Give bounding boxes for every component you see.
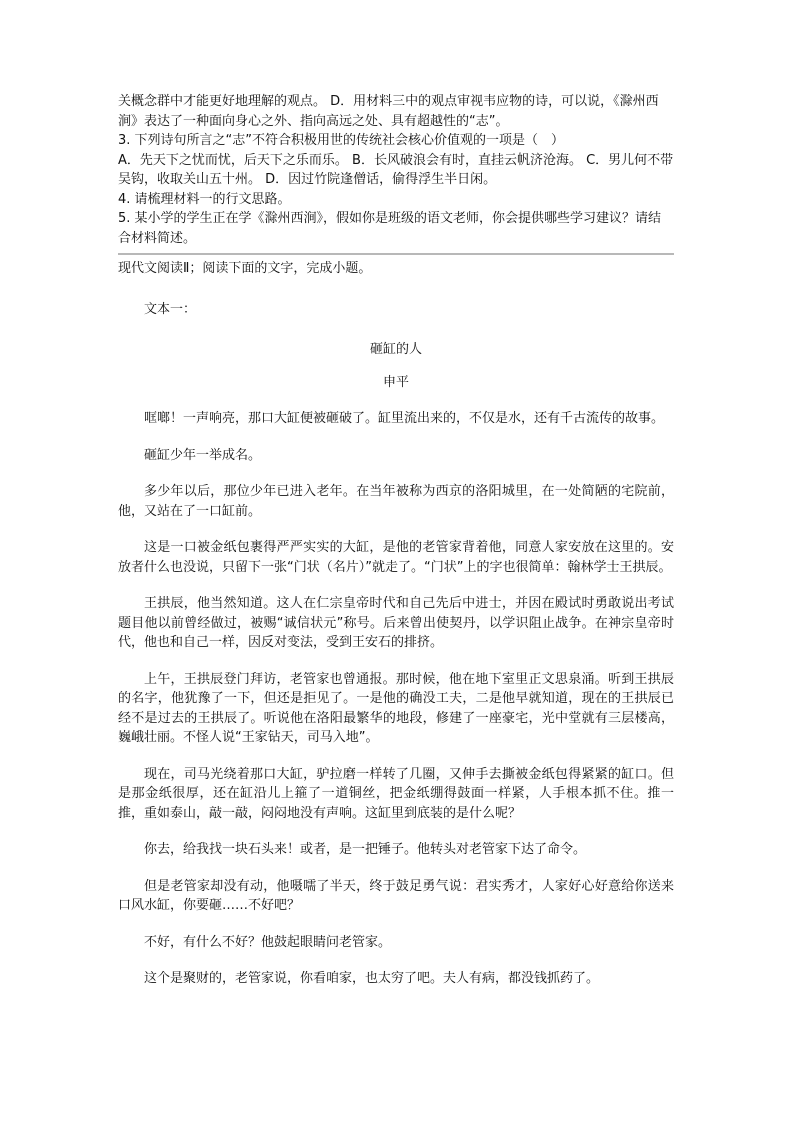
article-paragraph: 多少年以后，那位少年已进入老年。在当年被称为西京的洛阳城里，在一处简陋的宅院前，他，又站在了一口缸前。 bbox=[118, 484, 674, 519]
article-paragraph: 但是老管家却没有动，他嗫嚅了半天，终于鼓足勇气说：君实秀才，人家好心好意给你送来口风水缸，你要砸……不好吧？ bbox=[118, 878, 674, 913]
section-divider bbox=[118, 253, 674, 255]
article-body bbox=[118, 409, 674, 989]
text-label: 文本一： bbox=[144, 302, 197, 317]
question-3-options: A．先天下之忧而忧，后天下之乐而乐。 B．长风破浪会有时，直挂云帆济沧海。 C．男儿何不带吴钩，收取关山五十州。 D．因过竹院逢僧话，偷得浮生半日闲。 bbox=[118, 152, 674, 187]
article-paragraph: 你去，给我找一块石头来！或者，是一把锤子。他转头对老管家下达了命令。 bbox=[144, 842, 587, 857]
article-paragraph: 现在，司马光绕着那口大缸，驴拉磨一样转了几圈，又伸手去撕被金纸包得紧紧的缸口。但是那金纸很厚，还在缸沿儿上箍了一道铜丝，把金纸绷得鼓面一样紧，人手根本抓不住。推一推，重如泰山，敲一敲，闷闷地没有声响。这缸里到底装的是什么呢？ bbox=[118, 766, 674, 821]
question-3: 3. 下列诗句所言之“志”不符合积极用世的传统社会核心价值观的一项是（ ） bbox=[118, 133, 565, 148]
question-5: 5. 某小学的学生正在学《滁州西涧》，假如你是班级的语文老师，你会提供哪些学习建议？请结合材料简述。 bbox=[118, 211, 662, 246]
article-paragraph: 哐啷！一声响亮，那口大缸便被砸破了。缸里流出来的，不仅是水，还有千古流传的故事。 bbox=[144, 411, 665, 426]
article-title: 砸缸的人 bbox=[369, 342, 422, 357]
article-paragraph: 这是一口被金纸包裹得严严实实的大缸，是他的老管家背着他，同意人家安放在这里的。安放者什么也没说，只留下一张“门状（名片）”就走了。“门状”上的字也很简单：翰林学士王拱辰。 bbox=[118, 540, 674, 575]
article-paragraph: 这个是聚财的，老管家说，你看咱家，也太穷了吧。夫人有病，都没钱抓药了。 bbox=[144, 971, 600, 986]
article-paragraph: 上午，王拱辰登门拜访，老管家也曾通报。那时候，他在地下室里正文思泉涌。听到王拱辰的名字，他犹豫了一下，但还是拒见了。一是他的确没工夫，二是他早就知道，现在的王拱辰已经不是过去的王拱辰了。听说他在洛阳最繁华的地段，修建了一座豪宅，光中堂就有三层楼高，巍峨壮丽。不怪人说“王家钻天，司马入地”。 bbox=[118, 671, 674, 745]
article-author: 申平 bbox=[382, 375, 409, 390]
article-paragraph: 王拱辰，他当然知道。这人在仁宗皇帝时代和自己先后中进士，并因在殿试时勇敢说出考试题目他以前曾经做过，被赐“诚信状元”称号。后来曾出使契丹，以学识阻止战争。在神宗皇帝时代，他也和自己一样，因反对变法，受到王安石的排挤。 bbox=[118, 596, 674, 650]
document-page bbox=[118, 92, 674, 989]
question-4: 4. 请梳理材料一的行文思路。 bbox=[118, 191, 291, 207]
article-paragraph: 不好，有什么不好？他鼓起眼睛问老管家。 bbox=[144, 934, 392, 950]
question-block bbox=[118, 92, 674, 248]
question-continuation: 关概念群中才能更好地理解的观点。 D．用材料三中的观点审视韦应物的诗，可以说，《滁州西涧》表达了一种面向身心之外、指向高远之处、具有超越性的“志”。 bbox=[118, 94, 659, 129]
section-heading: 现代文阅读Ⅱ；阅读下面的文字，完成小题。 bbox=[118, 261, 372, 276]
article-paragraph: 砸缸少年一举成名。 bbox=[144, 447, 262, 463]
